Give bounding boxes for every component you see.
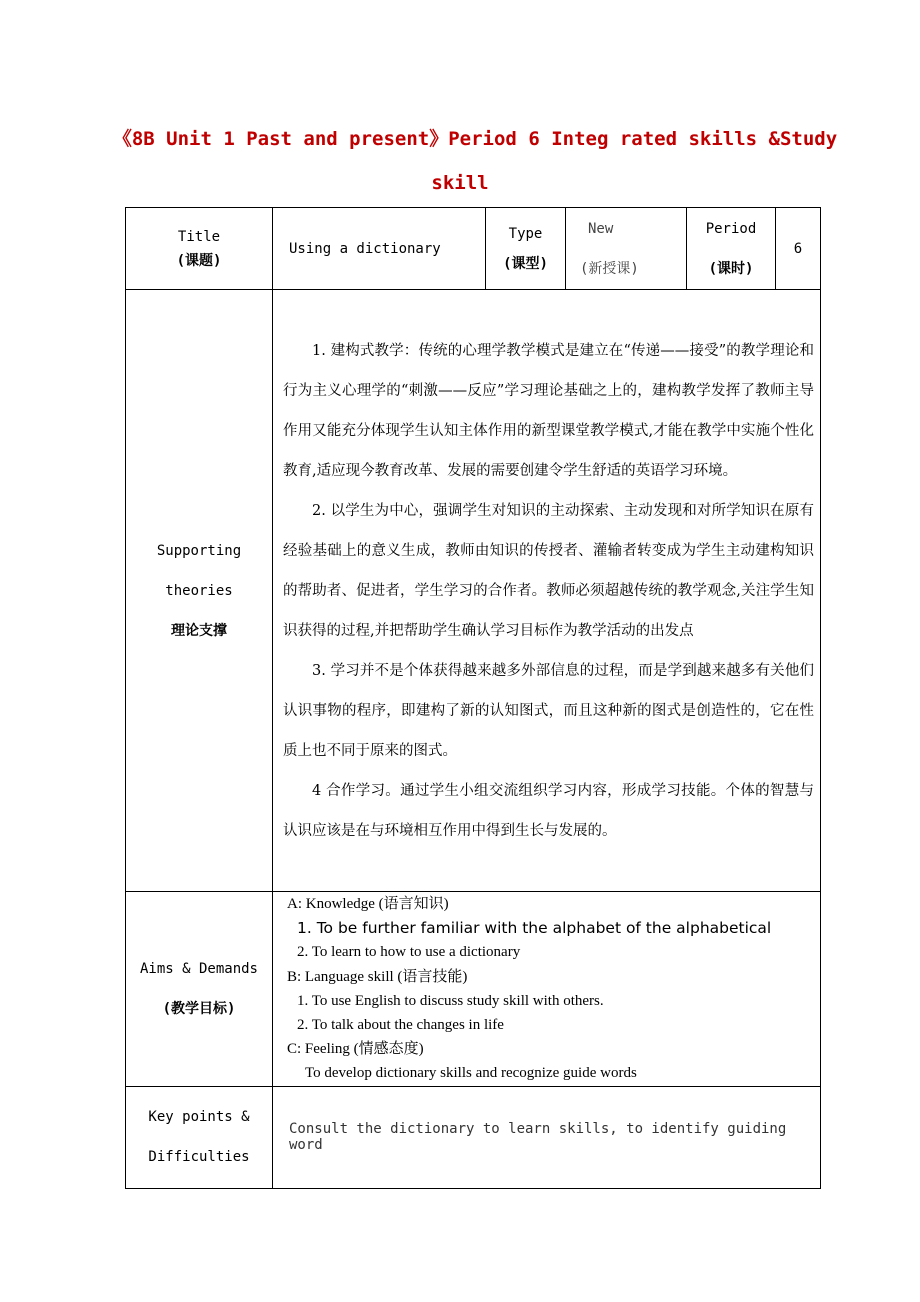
- feeling-label: C: Feeling (情感态度): [287, 1041, 424, 1058]
- type-value-cell: [566, 208, 687, 290]
- theories-label-cn: 理论支撑: [171, 622, 227, 639]
- period-label-cell: [687, 208, 776, 290]
- theories-label-en2: theories: [165, 582, 233, 599]
- skill-item-2: 2. To talk about the changes in life: [297, 1017, 504, 1034]
- theory-paragraph-1: 1. 建构式教学：传统的心理学教学模式是建立在“传递——接受”的教学理论和行为主义心理学的“刺激——反应”学习理论基础之上的，建构教学发挥了教师主导作用又能充分体现学生认知主体作用的新型课堂教学模式,才能在教学中实施个性化教育,适应现今教育改革、发展的需要创建令学生舒适的英语学习环境。: [283, 342, 814, 479]
- theory-paragraph-2: 2. 以学生为中心，强调学生对知识的主动探索、主动发现和对所学知识在原有经验基础上的意义生成，教师由知识的传授者、灌输者转变成为学生主动建构知识的帮助者、促进者，学生学习的合作者。教师必须超越传统的教学观念,关注学生知识获得的过程,并把帮助学生确认学习目标作为教学活动的出发点: [283, 502, 814, 639]
- aims-label-cell: [126, 892, 273, 1087]
- period-value: 6: [793, 240, 803, 257]
- period-label: Period: [705, 220, 757, 237]
- type-value: New: [588, 220, 614, 237]
- key-points-label-cell: [126, 1086, 273, 1188]
- title-value: Using a dictionary: [289, 240, 441, 257]
- theories-row: [126, 290, 821, 892]
- knowledge-item-1: 1. To be further familiar with the alphabet of the alphabetical: [297, 919, 772, 938]
- title-label-cell: [126, 208, 273, 290]
- aims-content-cell: [273, 892, 821, 1087]
- knowledge-label: A: Knowledge (语言知识): [287, 896, 449, 912]
- document-title-line1: 《8B Unit 1 Past and present》Period 6 Integ rated skills &Study: [112, 128, 838, 150]
- theory-paragraph-3: 3. 学习并不是个体获得越来越多外部信息的过程，而是学到越来越多有关他们认识事物的程序，即建构了新的认知图式，而且这种新的图式是创造性的，它在性质上也不同于原来的图式。: [283, 662, 814, 759]
- period-value-cell: [776, 208, 821, 290]
- type-label: Type: [508, 225, 543, 242]
- knowledge-item-2: 2. To learn to how to use a dictionary: [297, 944, 521, 961]
- key-points-label-2: Difficulties: [148, 1149, 250, 1166]
- header-row: [126, 208, 821, 290]
- aims-row: [126, 892, 821, 1087]
- title-value-cell: [273, 208, 486, 290]
- theory-paragraph-4: 4 合作学习。通过学生小组交流组织学习内容，形成学习技能。个体的智慧与认识应该是在与环境相互作用中得到生长与发展的。: [283, 782, 814, 839]
- aims-label-cn: (教学目标): [162, 1000, 236, 1017]
- type-label-cn: (课型): [503, 255, 548, 272]
- theories-content-cell: [273, 290, 821, 892]
- key-points-label-1: Key points &: [148, 1109, 250, 1126]
- theories-label-en1: Supporting: [156, 542, 242, 559]
- title-label: Title: [177, 228, 221, 245]
- aims-label-en: Aims & Demands: [139, 960, 258, 977]
- feeling-item: To develop dictionary skills and recognize guide words: [305, 1065, 637, 1082]
- type-label-cell: [486, 208, 566, 290]
- skill-label: B: Language skill (语言技能): [287, 968, 468, 985]
- key-points-value: Consult the dictionary to learn skills, to identify guiding word: [289, 1121, 787, 1154]
- document-title-line2: skill: [431, 172, 489, 194]
- key-points-value-cell: [273, 1086, 821, 1188]
- type-value-cn: (新授课): [580, 260, 639, 277]
- skill-item-1: 1. To use English to discuss study skill with others.: [297, 992, 604, 1009]
- title-label-cn: (课题): [176, 252, 222, 269]
- key-points-row: [126, 1086, 821, 1188]
- period-label-cn: (课时): [708, 260, 754, 277]
- lesson-plan-table: [125, 207, 821, 1189]
- theories-label-cell: [126, 290, 273, 892]
